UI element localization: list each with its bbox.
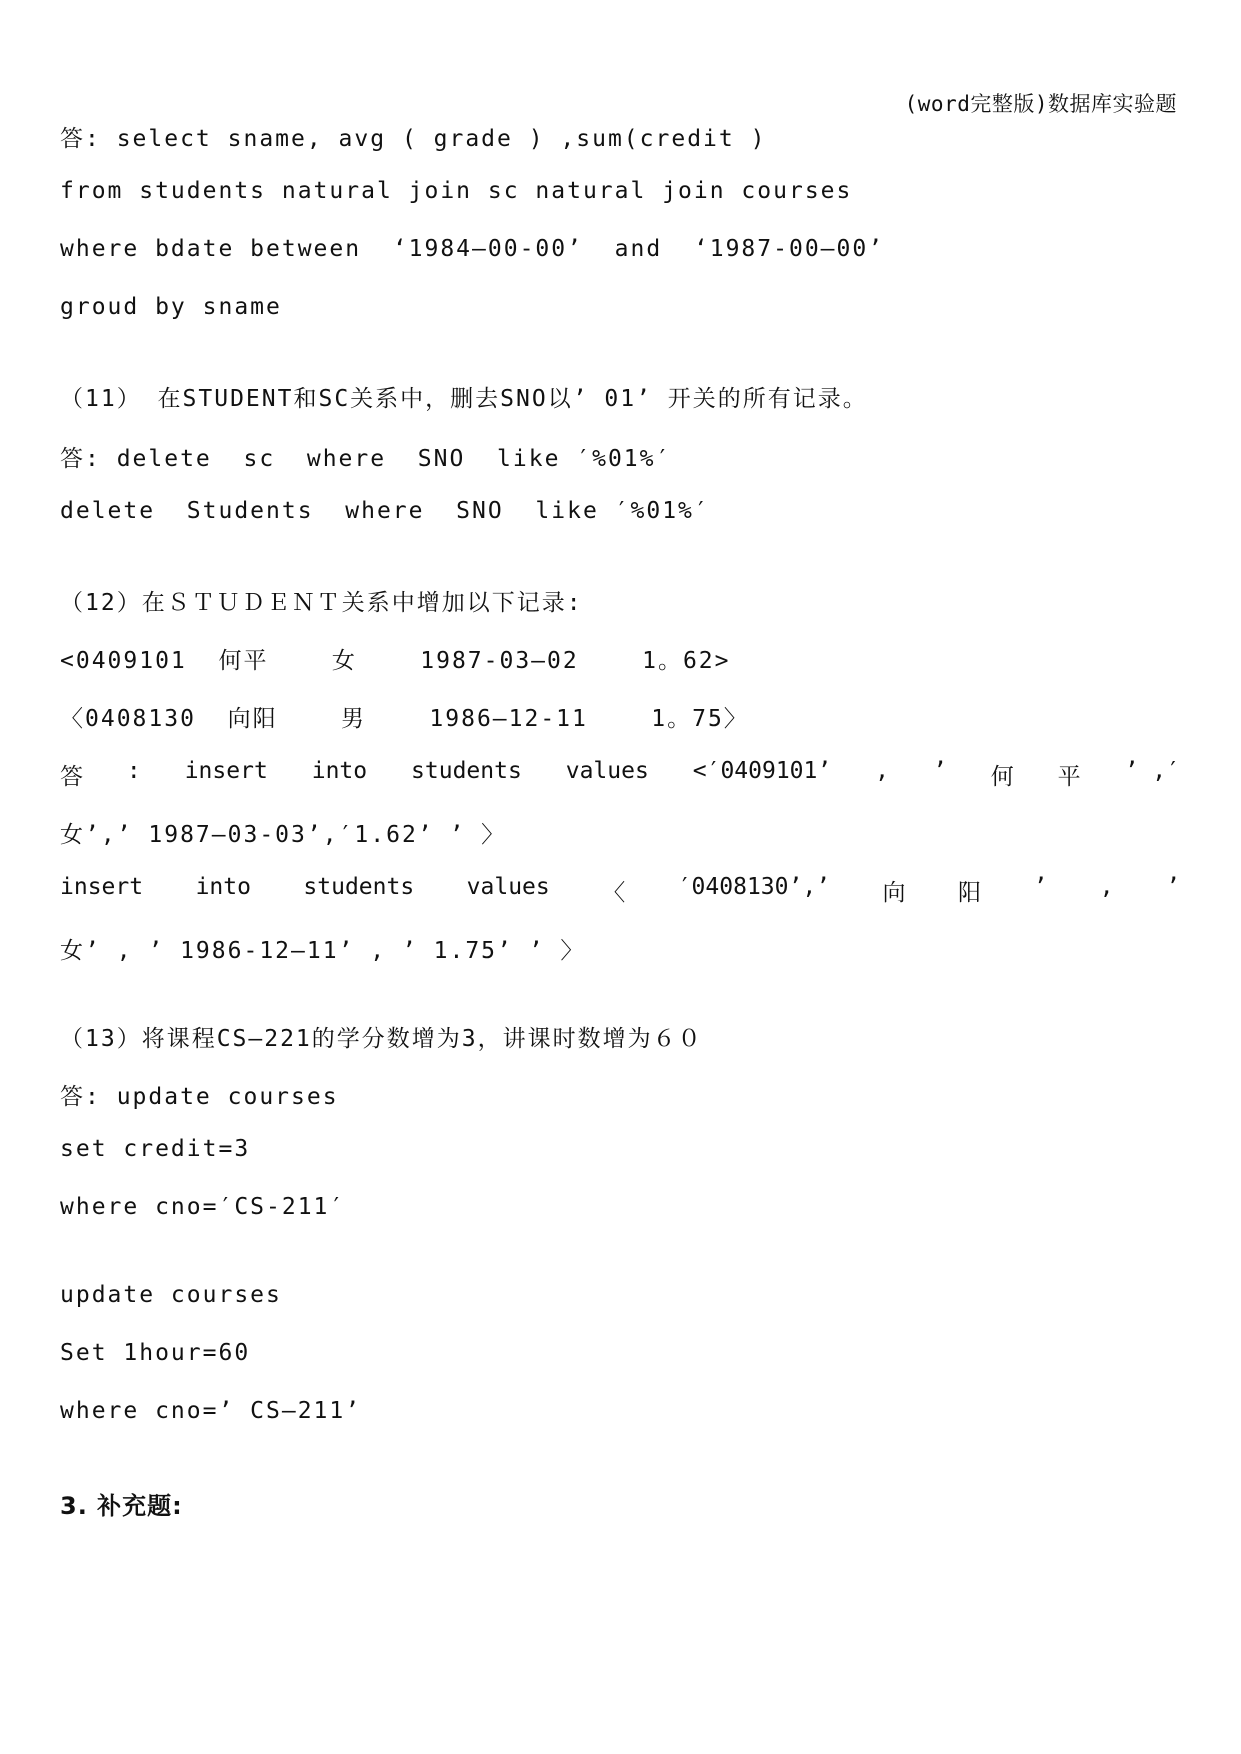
text-token: into (195, 874, 251, 900)
answer-line: where cno=’ CS—211’ (60, 1398, 362, 1424)
insert-statement-1 (60, 758, 1180, 791)
question-13: （13）将课程CS—221的学分数增为3，讲课时数增为６０ (60, 1026, 703, 1052)
text-token: values (565, 758, 649, 784)
record-line: 〈0408130 向阳 男 1986—12-11 1。75〉 (60, 706, 749, 732)
text-token: insert (184, 758, 268, 784)
section-heading: 3. 补充题: (60, 1492, 183, 1520)
text-token: students (303, 874, 415, 900)
answer-line: where bdate between ‘1984—00-00’ and ‘1987-00—00’ (60, 236, 885, 262)
answer-line: 答: delete sc where SNO like ′%01%′ (60, 446, 672, 472)
answer-line: 女’ , ’ 1986-12—11’ , ’ 1.75’ ’ 〉 (60, 938, 586, 964)
text-token: 向 (882, 880, 906, 906)
text-token: ’ (1033, 874, 1048, 900)
text-token: , (1099, 874, 1114, 900)
answer-line: where cno=′CS-211′ (60, 1194, 346, 1220)
answer-line: groud by sname (60, 294, 282, 320)
text-token: ’ ,′ (1124, 758, 1180, 784)
text-token: 阳 (957, 880, 981, 906)
answer-line: delete Students where SNO like ′%01%′ (60, 498, 710, 524)
answer-line: Set 1hour=60 (60, 1340, 251, 1366)
text-token: : (126, 758, 141, 784)
question-12: （12）在ＳＴＵＤＥＮＴ关系中增加以下记录: (60, 590, 583, 616)
text-token: ’ (1166, 874, 1180, 900)
text-token: into (311, 758, 368, 784)
page-header: (word完整版)数据库实验题 (904, 92, 1177, 116)
record-line: <0409101 何平 女 1987-03—02 1。62> (60, 648, 731, 674)
text-token: <′0409101’ (692, 758, 832, 784)
text-token: students (411, 758, 522, 784)
answer-line: 答: update courses (60, 1084, 339, 1110)
answer-line: update courses (60, 1282, 282, 1308)
text-token: values (466, 874, 550, 900)
answer-line: from students natural join sc natural join courses (60, 178, 853, 204)
insert-statement-2 (60, 874, 1180, 907)
answer-line: set credit=3 (60, 1136, 251, 1162)
text-token: 〈 (602, 880, 626, 906)
text-token: 答 (60, 764, 83, 790)
answer-line: 答: select sname, avg ( grade ) ,sum(credit ) (60, 126, 767, 152)
text-token: ’ (932, 758, 947, 784)
text-token: ′0408130’,’ (677, 874, 831, 900)
question-11: （11） 在STUDENT和SC关系中，删去SNO以’ 01’ 开关的所有记录。 (60, 386, 868, 412)
text-token: 平 (1057, 764, 1081, 790)
text-token: 何 (990, 764, 1014, 790)
answer-line: 女’,’ 1987—03-03’,′1.62’ ’ 〉 (60, 822, 507, 848)
text-token: insert (60, 874, 144, 900)
text-token: , (875, 758, 890, 784)
